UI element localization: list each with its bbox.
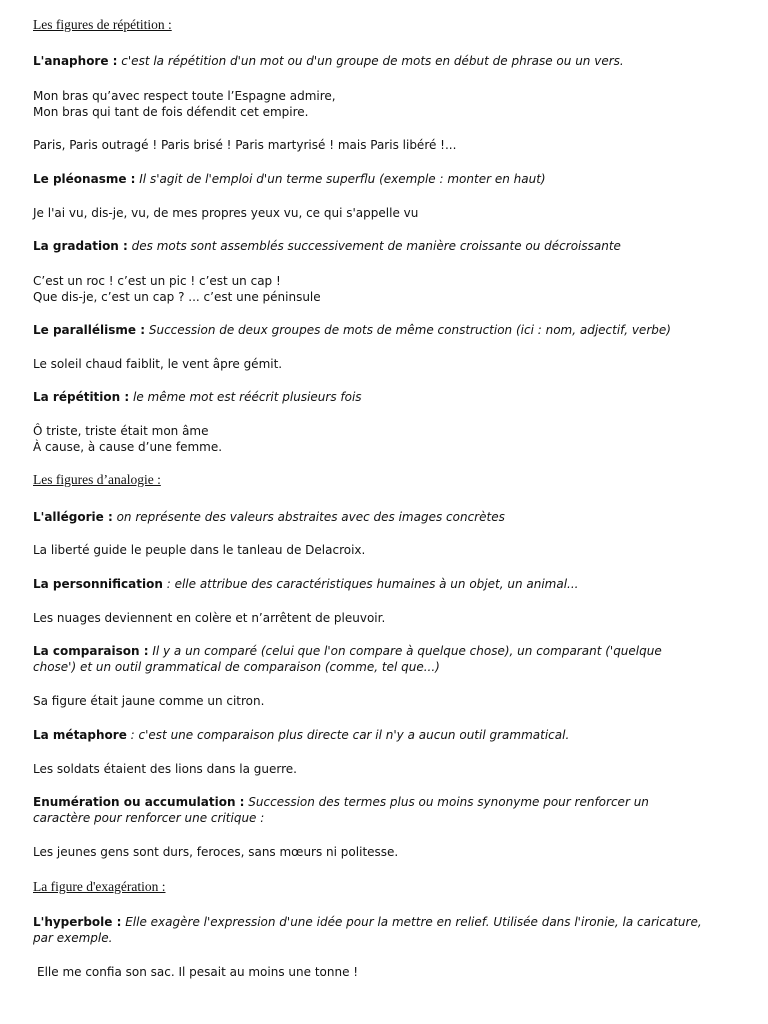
definition-enumeration-cont [33, 810, 733, 826]
example-line: Elle me confia son sac. Il pesait au moins une tonne ! [37, 965, 359, 979]
example-line: Mon bras qu’avec respect toute l’Espagne admire, [33, 89, 336, 103]
term-allegorie: L'allégorie : [33, 510, 113, 524]
example-anaphore-paris [33, 137, 456, 153]
term-anaphore: L'anaphore : [33, 54, 118, 68]
definition-parallelisme [33, 322, 733, 338]
desc-personnification: : elle attribue des caractéristiques humaines à un objet, un animal... [162, 577, 579, 591]
desc-metaphore: : c'est une comparaison plus directe car il n'y a aucun outil grammatical. [126, 728, 570, 742]
example-personnification [33, 610, 385, 626]
section-heading-exageration: La figure d'exagération : [33, 879, 166, 894]
example-line: Paris, Paris outragé ! Paris brisé ! Paris martyrisé ! mais Paris libéré !... [33, 138, 457, 152]
desc-parallelisme: Succession de deux groupes de mots de même construction (ici : nom, adjectif, verbe) [145, 323, 671, 337]
desc-anaphore: c'est la répétition d'un mot ou d'un groupe de mots en début de phrase ou un vers. [117, 54, 624, 68]
example-enumeration [33, 844, 398, 860]
desc-comparaison: Il y a un comparé (celui que l'on compare à quelque chose), un comparant ('quelque [148, 644, 662, 658]
definition-gradation [33, 238, 733, 254]
term-personnification: La personnification [33, 577, 163, 591]
desc-gradation: des mots sont assemblés successivement de manière croissante ou décroissante [127, 239, 621, 253]
example-line: C’est un roc ! c’est un pic ! c’est un cap ! [33, 274, 281, 288]
example-pleonasme [33, 205, 418, 221]
definition-metaphore [33, 727, 733, 743]
example-line: Que dis-je, c’est un cap ? ... c’est une péninsule [33, 290, 321, 304]
example-allegorie [33, 542, 365, 558]
definition-pleonasme [33, 171, 733, 187]
example-line: Sa figure était jaune comme un citron. [33, 694, 265, 708]
example-gradation [33, 273, 321, 305]
term-metaphore: La métaphore [33, 728, 127, 742]
section-heading-repetition: Les figures de répétition : [33, 17, 172, 32]
example-line: Mon bras qui tant de fois défendit cet empire. [33, 105, 309, 119]
section-heading-analogie: Les figures d’analogie : [33, 472, 161, 487]
term-comparaison: La comparaison : [33, 644, 149, 658]
definition-enumeration [33, 794, 733, 810]
example-parallelisme [33, 356, 282, 372]
example-line: Ô triste, triste était mon âme [33, 424, 209, 438]
example-repetition [33, 423, 222, 455]
definition-comparaison [33, 643, 733, 659]
example-line: À cause, à cause d’une femme. [33, 440, 223, 454]
example-line: Les soldats étaient des lions dans la guerre. [33, 762, 297, 776]
desc-hyperbole-cont: par exemple. [33, 931, 113, 945]
definition-personnification [33, 576, 733, 592]
example-comparaison [33, 693, 264, 709]
term-parallelisme: Le parallélisme : [33, 323, 146, 337]
definition-repetition [33, 389, 733, 405]
example-anaphore-verse [33, 88, 336, 120]
example-line: La liberté guide le peuple dans le tanleau de Delacroix. [33, 543, 366, 557]
term-enumeration: Enumération ou accumulation : [33, 795, 245, 809]
definition-hyperbole [33, 914, 733, 930]
term-pleonasme: Le pléonasme : [33, 172, 136, 186]
definition-hyperbole-cont [33, 930, 733, 946]
term-hyperbole: L'hyperbole : [33, 915, 122, 929]
example-line: Le soleil chaud faiblit, le vent âpre gémit. [33, 357, 283, 371]
desc-hyperbole: Elle exagère l'expression d'une idée pour la mettre en relief. Utilisée dans l'ironie, la caricature, [121, 915, 702, 929]
example-hyperbole [37, 964, 358, 980]
desc-pleonasme: Il s'agit de l'emploi d'un terme superflu (exemple : monter en haut) [135, 172, 546, 186]
desc-enumeration-cont: caractère pour renforcer une critique : [33, 811, 265, 825]
desc-allegorie: on représente des valeurs abstraites avec des images concrètes [112, 510, 505, 524]
term-repetition: La répétition : [33, 390, 130, 404]
example-line: Les nuages deviennent en colère et n’arrêtent de pleuvoir. [33, 611, 386, 625]
desc-repetition: le même mot est réécrit plusieurs fois [129, 390, 362, 404]
definition-allegorie [33, 509, 733, 525]
example-metaphore [33, 761, 297, 777]
example-line: Je l'ai vu, dis-je, vu, de mes propres yeux vu, ce qui s'appelle vu [33, 206, 419, 220]
example-line: Les jeunes gens sont durs, feroces, sans mœurs ni politesse. [33, 845, 399, 859]
definition-anaphore [33, 53, 733, 69]
desc-enumeration: Succession des termes plus ou moins synonyme pour renforcer un [244, 795, 649, 809]
term-gradation: La gradation : [33, 239, 128, 253]
desc-comparaison-cont: chose') et un outil grammatical de comparaison (comme, tel que...) [33, 660, 440, 674]
definition-comparaison-cont [33, 659, 733, 675]
